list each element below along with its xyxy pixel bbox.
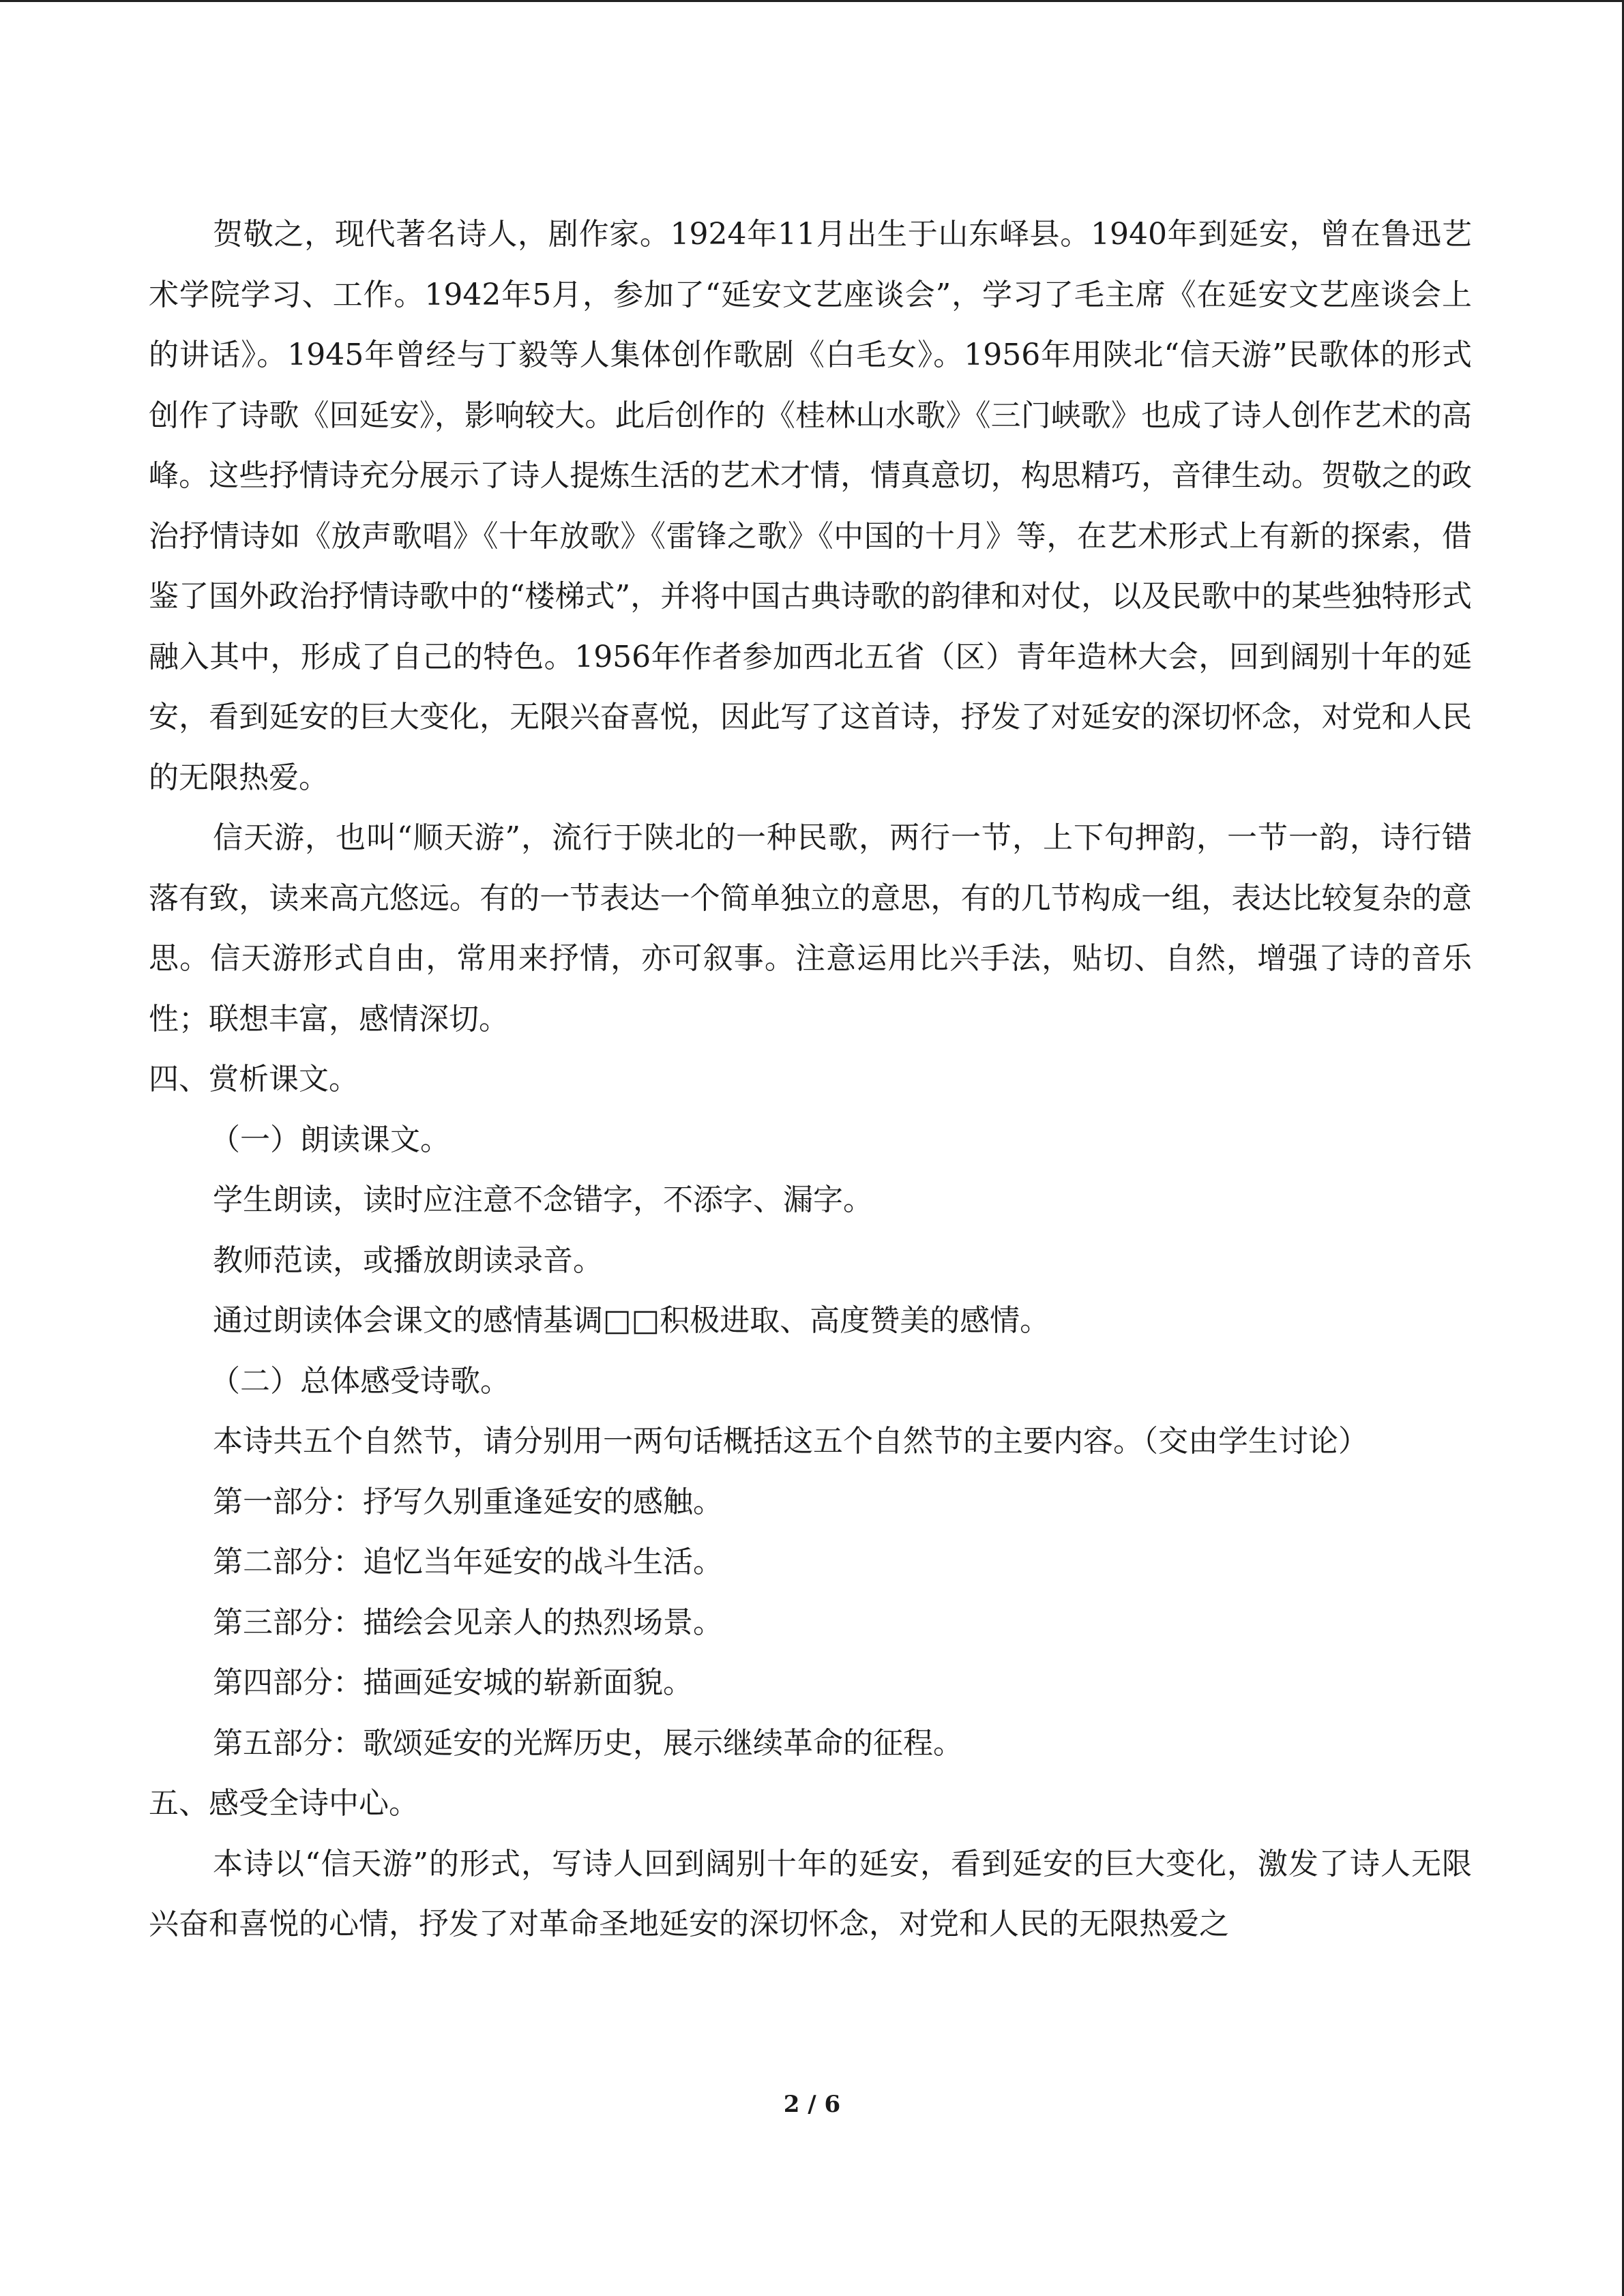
subheading-read-aloud: （一）朗读课文。 [210,1122,450,1157]
paragraph-xintianyou: 信天游，也叫“顺天游”，流行于陕北的一种民歌，两行一节，上下句押韵，一节一韵，诗行错落有致，读来高亢悠远。有的一节表达一个简单独立的意思，有的几节构成一组，表达比较复杂的意思。信天游形式自由，常用来抒情，亦可叙事。注意运用比兴手法，贴切、自然，增强了诗的音乐性；联想丰富，感情深切。 [149,820,1472,1037]
list-item: 第一部分：抒写久别重逢延安的感触。 [213,1484,723,1519]
section-heading-theme: 五、感受全诗中心。 [149,1786,419,1821]
page-top-border [0,0,1624,2]
list-item: 教师范读，或播放朗读录音。 [213,1242,603,1278]
list-item: 通过朗读体会课文的感情基调□□积极进取、高度赞美的感情。 [213,1303,1050,1338]
list-item: 学生朗读，读时应注意不念错字，不添字、漏字。 [213,1182,873,1217]
document-body [149,205,1472,1955]
list-item: 第五部分：歌颂延安的光辉历史，展示继续革命的征程。 [213,1725,963,1761]
paragraph-theme-summary: 本诗以“信天游”的形式，写诗人回到阔别十年的延安，看到延安的巨大变化，激发了诗人无限兴奋和喜悦的心情，抒发了对革命圣地延安的深切怀念，对党和人民的无限热爱之 [149,1846,1472,1941]
list-item: 第三部分：描绘会见亲人的热烈场景。 [213,1605,723,1640]
list-item: 第四部分：描画延安城的崭新面貌。 [213,1665,693,1700]
paragraph-author-bio: 贺敬之，现代著名诗人，剧作家。1924年11月出生于山东峄县。1940年到延安，曾在鲁迅艺术学院学习、工作。1942年5月，参加了“延安文艺座谈会”，学习了毛主席《在延安文艺座谈会上的讲话》。1945年曾经与丁毅等人集体创作歌剧《白毛女》。1956年用陕北“信天游”民歌体的形式创作了诗歌《回延安》，影响较大。此后创作的《桂林山水歌》《三门峡歌》也成了诗人创作艺术的高峰。这些抒情诗充分展示了诗人提炼生活的艺术才情，情真意切，构思精巧，音律生动。贺敬之的政治抒情诗如《放声歌唱》《十年放歌》《雷锋之歌》《中国的十月》等，在艺术形式上有新的探索，借鉴了国外政治抒情诗歌中的“楼梯式”，并将中国古典诗歌的韵律和对仗，以及民歌中的某些独特形式融入其中，形成了自己的特色。1956年作者参加西北五省（区）青年造林大会，回到阔别十年的延安，看到延安的巨大变化，无限兴奋喜悦，因此写了这首诗，抒发了对延安的深切怀念，对党和人民的无限热爱。 [149,217,1472,795]
list-item: 第二部分：追忆当年延安的战斗生活。 [213,1545,723,1579]
paragraph-five-sections: 本诗共五个自然节，请分别用一两句话概括这五个自然节的主要内容。（交由学生讨论） [213,1424,1368,1459]
section-heading-appreciate: 四、赏析课文。 [149,1062,359,1097]
page-number: 2 / 6 [783,2091,841,2118]
subheading-overall-feeling: （二）总体感受诗歌。 [210,1363,510,1399]
